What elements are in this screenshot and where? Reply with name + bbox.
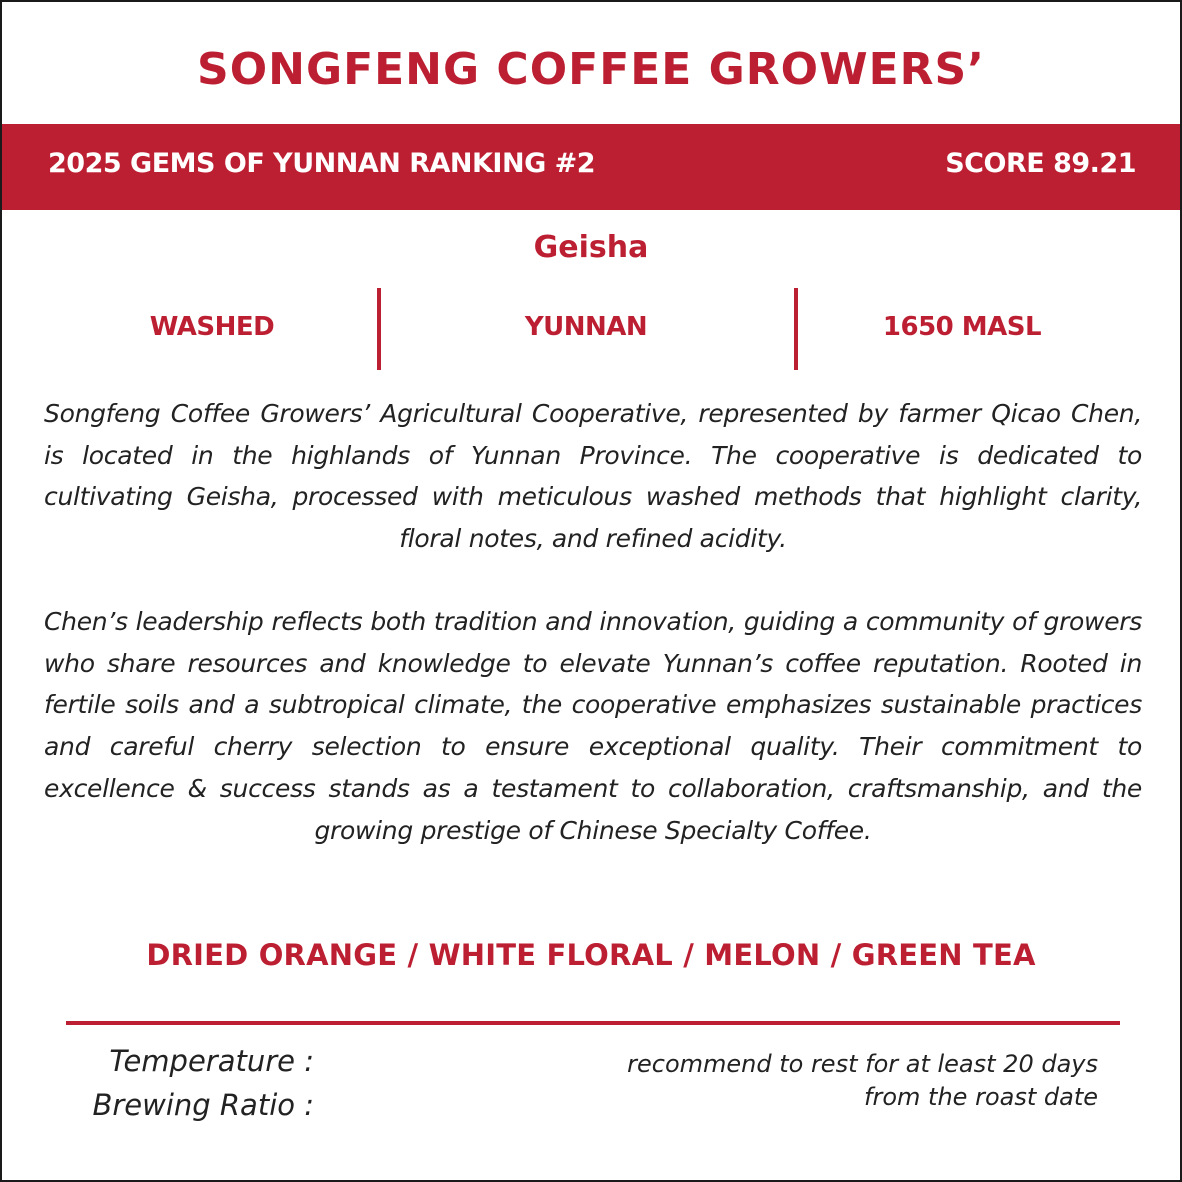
attribute-divider [794,288,798,370]
description-paragraph-2: Chen’s leadership reflects both tradition and innovation, guiding a community of growers who share resources and knowledge to elevate Yunnan’s coffee reputation. Rooted in fertile soils and a subtropical climate, the cooperative emphasizes sustainable practices and careful cherry selection to ensure exceptional quality. Their commitment to excellence & success stands as a testament to collaboration, craftsmanship, and the growing prestige of Chinese Specialty Coffee. [44,607,1142,845]
brewing-ratio-label: Brewing Ratio : [92,1088,314,1122]
rest-recommendation-line-1: recommend to rest for at least 20 days [627,1050,1098,1078]
altitude-label: 1650 MASL [882,312,1042,342]
process-label: WASHED [149,312,275,342]
attribute-divider [377,288,381,370]
tasting-notes: DRIED ORANGE / WHITE FLORAL / MELON / GREEN TEA [146,938,1036,972]
ranking-label: 2025 GEMS OF YUNNAN RANKING #2 [48,148,596,179]
region-label: YUNNAN [524,312,648,342]
card-title: SONGFENG COFFEE GROWERS’ [197,44,985,95]
score-label: SCORE 89.21 [945,148,1136,179]
temperature-label: Temperature : [109,1044,314,1078]
attributes-row [2,288,1180,370]
section-divider [66,1021,1120,1025]
rest-recommendation-line-2: from the roast date [864,1083,1098,1111]
variety-label: Geisha [533,230,649,265]
description-paragraph-1: Songfeng Coffee Growers’ Agricultural Cooperative, represented by farmer Qicao Chen, is located in the highlands of Yunnan Province. The cooperative is dedicated to cultivating Geisha, processed with meticulous washed methods that highlight clarity, floral notes, and refined acidity. [44,399,1142,554]
ranking-banner [2,124,1180,210]
